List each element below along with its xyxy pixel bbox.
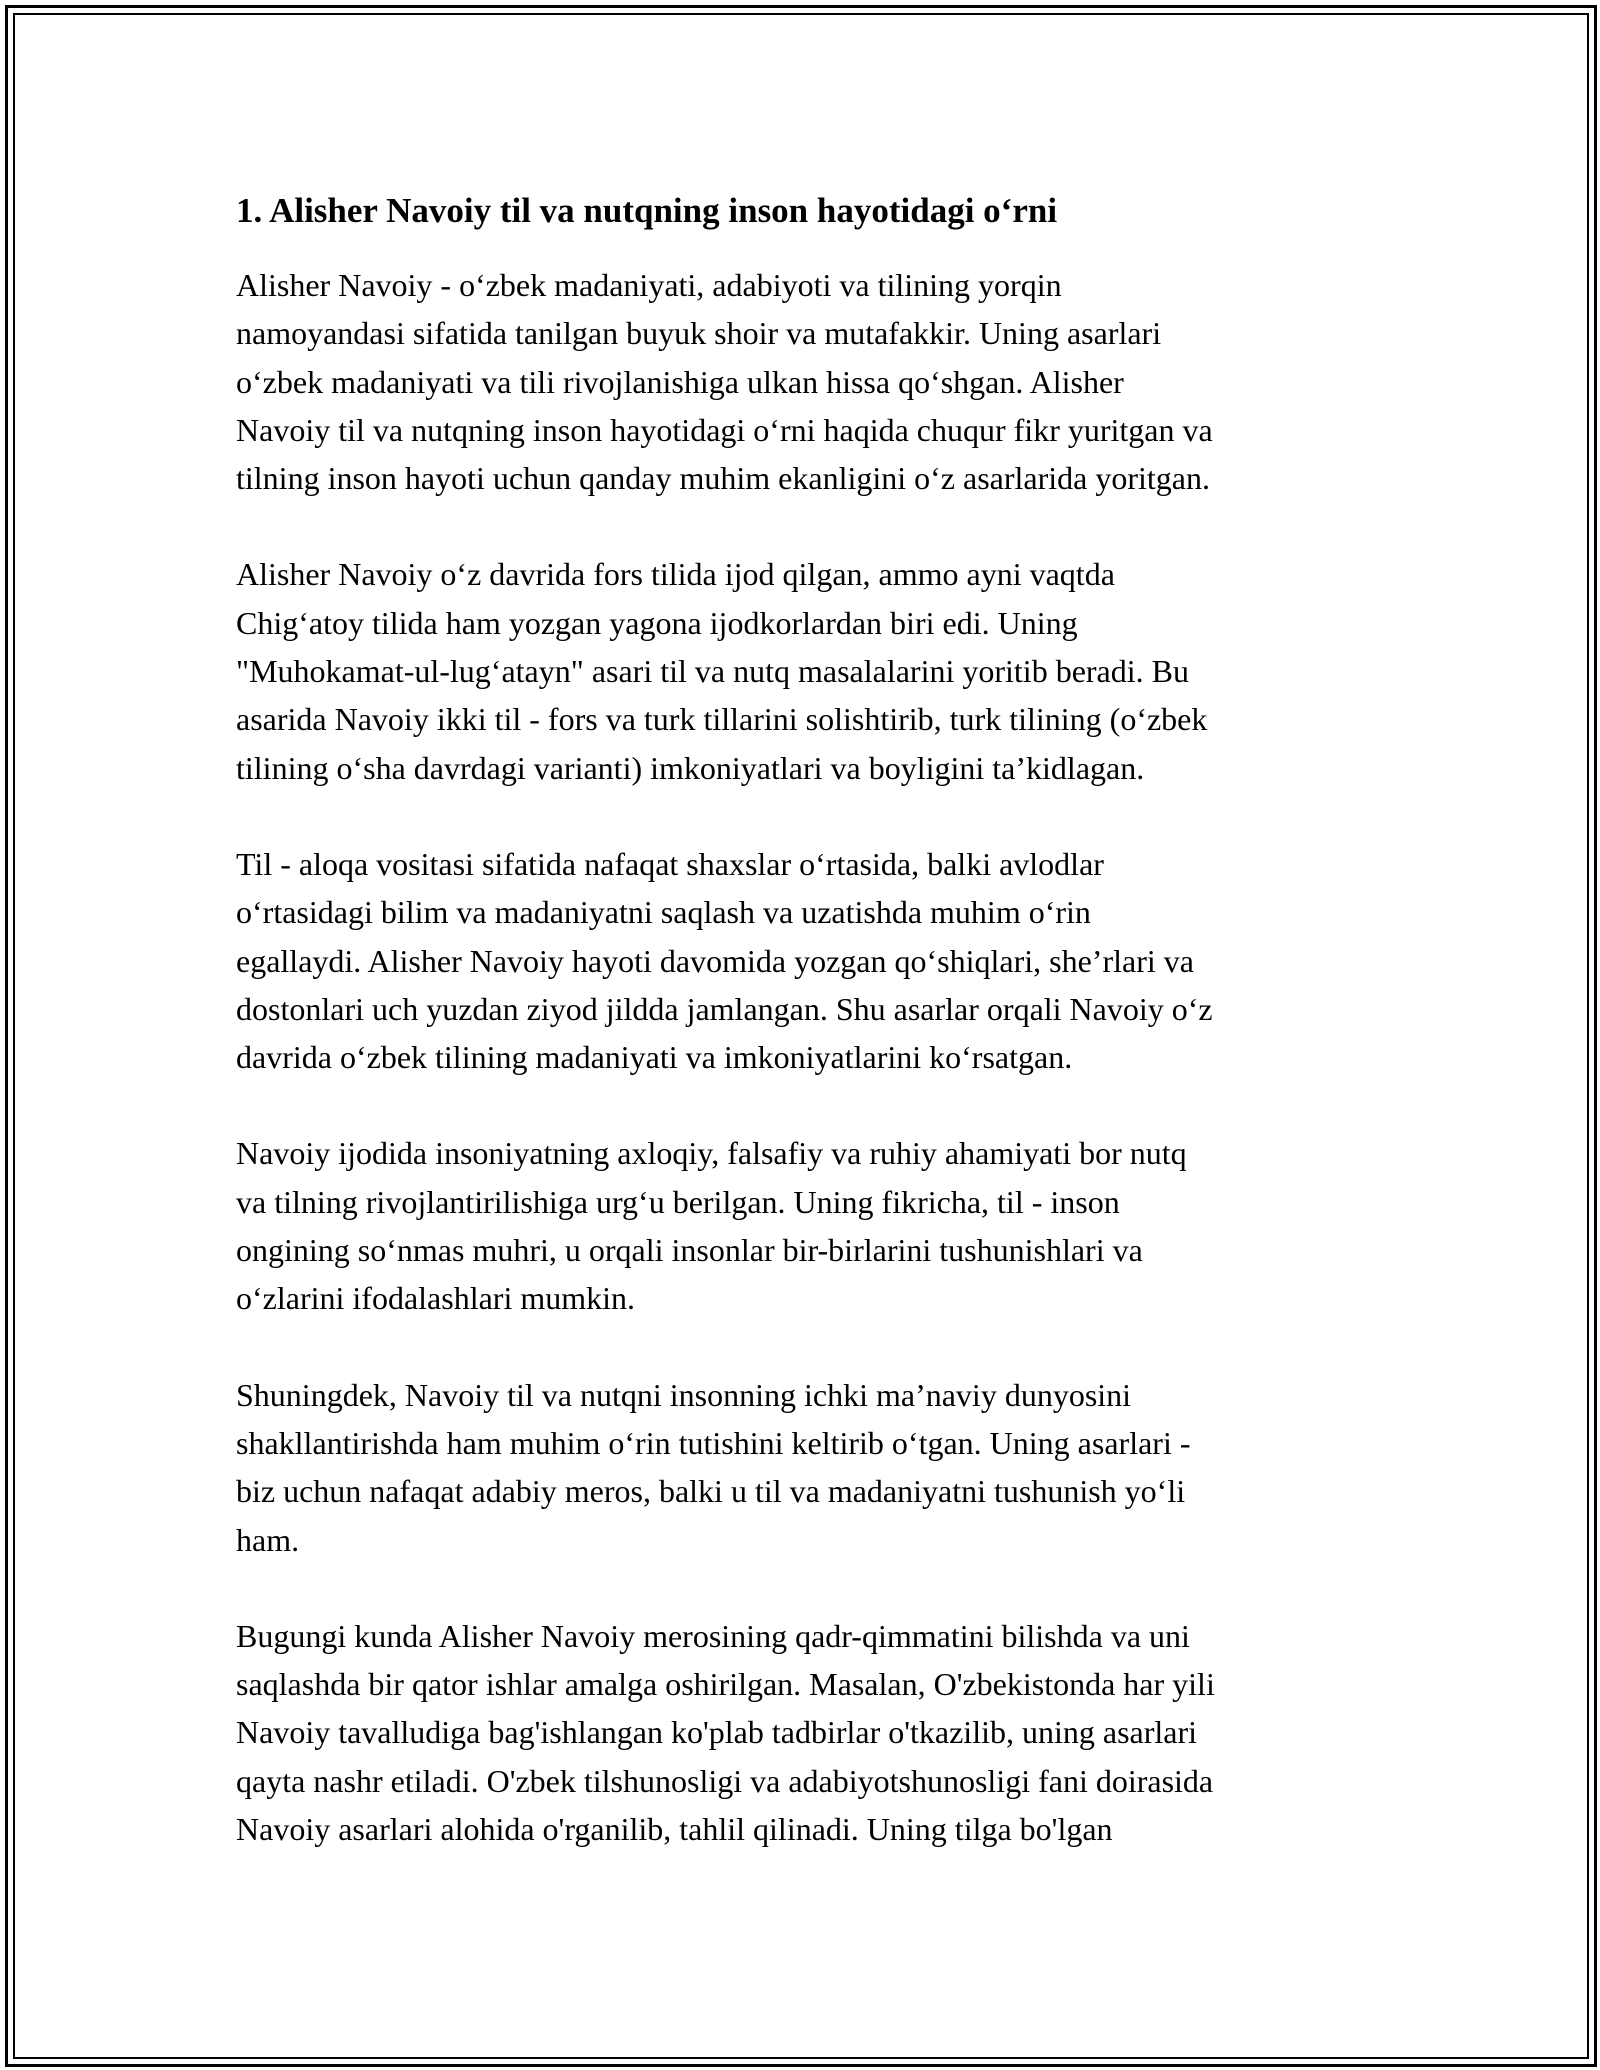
- text-line: egallaydi. Alisher Navoiy hayoti davomida yozgan qo‘shiqlari, she’rlari va: [236, 942, 1194, 979]
- text-line: asarida Navoiy ikki til - fors va turk tillarini solishtirib, turk tilining (o‘zbek: [236, 701, 1208, 738]
- text-line: ongining so‘nmas muhri, u orqali insonlar bir-birlarini tushunishlari va: [236, 1232, 1143, 1269]
- paragraph-6: [236, 1612, 1366, 1853]
- text-line: namoyandasi sifatida tanilgan buyuk shoir va mutafakkir. Uning asarlari: [236, 315, 1162, 352]
- text-line: Navoiy asarlari alohida o'rganilib, tahlil qilinadi. Uning tilga bo'lgan: [236, 1811, 1113, 1848]
- text-line: ham.: [236, 1521, 300, 1558]
- text-line: tilining o‘sha davrdagi varianti) imkoniyatlari va boyligini ta’kidlagan.: [236, 749, 1145, 786]
- text-line: Chig‘atoy tilida ham yozgan yagona ijodkorlardan biri edi. Uning: [236, 604, 1078, 641]
- text-line: saqlashda bir qator ishlar amalga oshirilgan. Masalan, O'zbekistonda har yili: [236, 1666, 1215, 1703]
- text-line: Navoiy til va nutqning inson hayotidagi o‘rni haqida chuqur fikr yuritgan va: [236, 411, 1213, 448]
- text-line: o‘zlarini ifodalashlari mumkin.: [236, 1280, 635, 1317]
- text-line: Shuningdek, Navoiy til va nutqni insonning ichki ma’naviy dunyosini: [236, 1376, 1132, 1413]
- text-line: Alisher Navoiy o‘z davrida fors tilida ijod qilgan, ammo ayni vaqtda: [236, 556, 1115, 593]
- text-line: shakllantirishda ham muhim o‘rin tutishini keltirib o‘tgan. Uning asarlari -: [236, 1424, 1191, 1461]
- text-line: tilning inson hayoti uchun qanday muhim ekanligini o‘z asarlarida yoritgan.: [236, 460, 1210, 497]
- text-line: "Muhokamat-ul-lug‘atayn" asari til va nutq masalalarini yoritib beradi. Bu: [236, 653, 1189, 690]
- paragraph-1: [236, 261, 1366, 502]
- text-line: Bugungi kunda Alisher Navoiy merosining qadr-qimmatini bilishda va uni: [236, 1617, 1190, 1654]
- text-line: dostonlari uch yuzdan ziyod jildda jamlangan. Shu asarlar orqali Navoiy o‘z: [236, 990, 1213, 1027]
- text-line: o‘rtasidagi bilim va madaniyatni saqlash va uzatishda muhim o‘rin: [236, 894, 1091, 931]
- paragraph-2: [236, 550, 1366, 791]
- text-line: o‘zbek madaniyati va tili rivojlanishiga ulkan hissa qo‘shgan. Alisher: [236, 363, 1124, 400]
- document-body: [236, 187, 1366, 1853]
- section-heading: 1. Alisher Navoiy til va nutqning inson hayotidagi o‘rni: [236, 191, 1058, 230]
- text-line: davrida o‘zbek tilining madaniyati va imkoniyatlarini ko‘rsatgan.: [236, 1039, 1073, 1076]
- paragraph-5: [236, 1371, 1366, 1564]
- text-line: Navoiy tavalludiga bag'ishlangan ko'plab tadbirlar o'tkazilib, uning asarlari: [236, 1714, 1198, 1751]
- text-line: va tilning rivojlantirilishiga urg‘u berilgan. Uning fikricha, til - inson: [236, 1183, 1120, 1220]
- text-line: qayta nashr etiladi. O'zbek tilshunosligi va adabiyotshunosligi fani doirasida: [236, 1762, 1214, 1799]
- text-line: biz uchun nafaqat adabiy meros, balki u til va madaniyatni tushunish yo‘li: [236, 1473, 1186, 1510]
- paragraph-3: [236, 840, 1366, 1081]
- paragraph-4: [236, 1129, 1366, 1322]
- text-line: Til - aloqa vositasi sifatida nafaqat shaxslar o‘rtasida, balki avlodlar: [236, 845, 1104, 882]
- text-line: Navoiy ijodida insoniyatning axloqiy, falsafiy va ruhiy ahamiyati bor nutq: [236, 1135, 1187, 1172]
- text-line: Alisher Navoiy - o‘zbek madaniyati, adabiyoti va tilining yorqin: [236, 267, 1062, 303]
